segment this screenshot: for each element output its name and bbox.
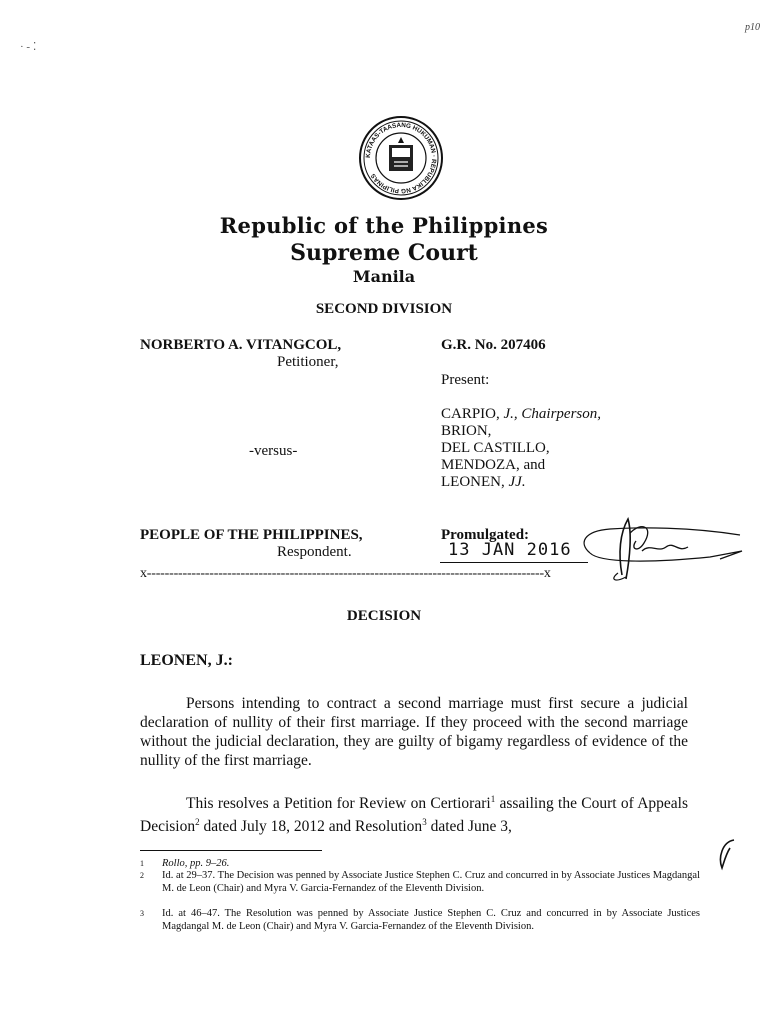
margin-initial-icon <box>716 836 740 872</box>
date-underline <box>440 562 588 563</box>
present-label: Present: <box>441 372 490 388</box>
promulgated-date-stamp: 13 JAN 2016 <box>448 540 572 560</box>
justice-3: DEL CASTILLO, <box>441 440 550 456</box>
footnote-1: 1 Rollo, pp. 9–26. <box>140 858 230 869</box>
justice-5: LEONEN, JJ. <box>441 474 526 490</box>
second-paragraph: This resolves a Petition for Review on Certiorari$^1$ assailing the Court of Appeals Decision$^2$ dated July 18, 2012 and Resolution$^3$ dated June 3, <box>140 794 688 836</box>
footnote-3: 3 Id. at 46–47. The Resolution was penned by Associate Justice Stephen C. Cruz and concurred in by Associate Justices Magdangal M. de Leon (Chair) and Myra V. Garcia-Fernandez of the Eleventh Division. <box>140 908 700 932</box>
ponente: LEONEN, J.: <box>140 652 233 669</box>
gr-number: G.R. No. 207406 <box>441 337 546 353</box>
respondent-name: PEOPLE OF THE PHILIPPINES, <box>140 527 363 543</box>
seal-text: KATAAS-TAASANG HUKUMAN · REPUBLIKA NG PILIPINAS <box>364 121 438 195</box>
justices-list <box>441 406 601 491</box>
opening-paragraph: Persons intending to contract a second marriage must first secure a judicial declaration of nullity of their first marriage. If they proceed with the second marriage without the judicial declaration, they are guilty of bigamy regardless of evidence of the nullity of the first marriage. <box>140 695 688 769</box>
justice-2: BRION, <box>441 423 492 439</box>
supreme-court-seal-icon <box>358 115 444 201</box>
court-heading: Supreme Court <box>290 240 478 266</box>
petitioner-role: Petitioner, <box>277 354 339 370</box>
division-heading: SECOND DIVISION <box>315 301 453 317</box>
justice-4: MENDOZA, and <box>441 457 546 473</box>
justice-1: CARPIO, J., Chairperson, <box>441 406 602 422</box>
decision-title: DECISION <box>346 608 422 624</box>
caption-separator: x-----------------------------------------------------------------------------------------x <box>140 566 551 581</box>
promulgated-label: Promulgated: <box>441 527 530 543</box>
margin-scribble: · - ⁚ <box>20 41 37 53</box>
footnote-rule <box>140 850 322 851</box>
page-mark: p10 <box>745 22 760 33</box>
petitioner-name: NORBERTO A. VITANGCOL, <box>140 337 342 353</box>
footnote-2: 2 Id. at 29–37. The Decision was penned by Associate Justice Stephen C. Cruz and concurred in by Associate Justices Magdangal M. de Leon (Chair) and Myra V. Garcia-Fernandez of the Eleventh Division. <box>140 870 700 894</box>
versus-label: -versus- <box>249 443 298 459</box>
respondent-role: Respondent. <box>277 544 352 560</box>
city-heading: Manila <box>352 267 416 286</box>
republic-heading: Republic of the Philippines <box>219 213 549 238</box>
